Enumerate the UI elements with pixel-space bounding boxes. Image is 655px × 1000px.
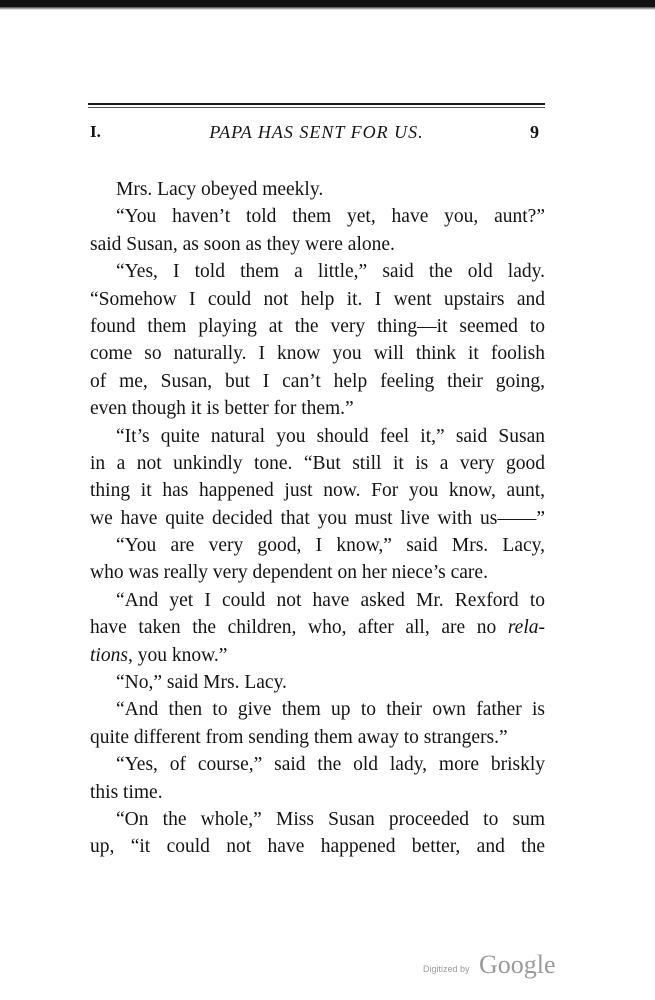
line-text: have taken the children, who, after all, are no — [90, 617, 508, 639]
text-line: found them playing at the very thing—it seemed to — [90, 315, 545, 337]
line-tail: , you know.” — [127, 644, 228, 666]
text-line: “You are very good, I know,” said Mrs. Lacy, — [116, 535, 545, 557]
chapter-number: I. — [90, 122, 101, 141]
text-line: who was really very dependent on her niece’s care. — [90, 562, 488, 584]
text-line: “You haven’t told them yet, have you, aunt?” — [116, 206, 545, 228]
header-rule — [88, 103, 545, 105]
text-line: “On the whole,” Miss Susan proceeded to sum — [116, 808, 545, 830]
text-line: we have quite decided that you must live with us——” — [90, 507, 545, 529]
text-line: “It’s quite natural you should feel it,” said Susan — [116, 425, 545, 447]
italic-word: rela- — [507, 617, 545, 639]
text-line: quite different from sending them away to strangers.” — [90, 726, 508, 748]
text-line: thing it has happened just now. For you know, aunt, — [90, 480, 545, 502]
text-line: “And then to give them up to their own father is — [116, 699, 545, 721]
watermark-logo: Google — [479, 950, 556, 979]
page-number: 9 — [530, 122, 539, 142]
text-line — [90, 642, 545, 669]
text-line: Mrs. Lacy obeyed meekly. — [116, 179, 324, 200]
header-rule-thin — [88, 107, 545, 108]
text-line: of me, Susan, but I can’t help feeling their going, — [90, 370, 545, 392]
scan-edge — [0, 0, 655, 7]
text-line: “Yes, I told them a little,” said the old lady. — [116, 261, 545, 283]
text-line: “Yes, of course,” said the old lady, more briskly — [116, 754, 545, 776]
text-line: said Susan, as soon as they were alone. — [90, 233, 395, 255]
running-title: PAPA HAS SENT FOR US. — [209, 122, 424, 142]
scan-edge-shadow — [0, 7, 655, 10]
text-line: “Somehow I could not help it. I went upstairs and — [90, 288, 545, 310]
italic-word: tions — [90, 644, 128, 666]
text-line: even though it is better for them.” — [90, 398, 354, 420]
text-line — [90, 614, 545, 641]
text-line: this time. — [90, 781, 163, 803]
text-line: “And yet I could not have asked Mr. Rexford to — [116, 589, 545, 611]
running-head — [88, 122, 545, 148]
digitized-watermark — [423, 950, 563, 984]
text-line: “No,” said Mrs. Lacy. — [116, 672, 287, 694]
page-body-text — [90, 176, 545, 861]
text-line: in a not unkindly tone. “But still it is a very good — [90, 452, 545, 474]
watermark-prefix: Digitized by — [423, 964, 470, 974]
text-line: up, “it could not have happened better, and the — [90, 836, 545, 858]
text-line: come so naturally. I know you will think it foolish — [90, 343, 545, 365]
